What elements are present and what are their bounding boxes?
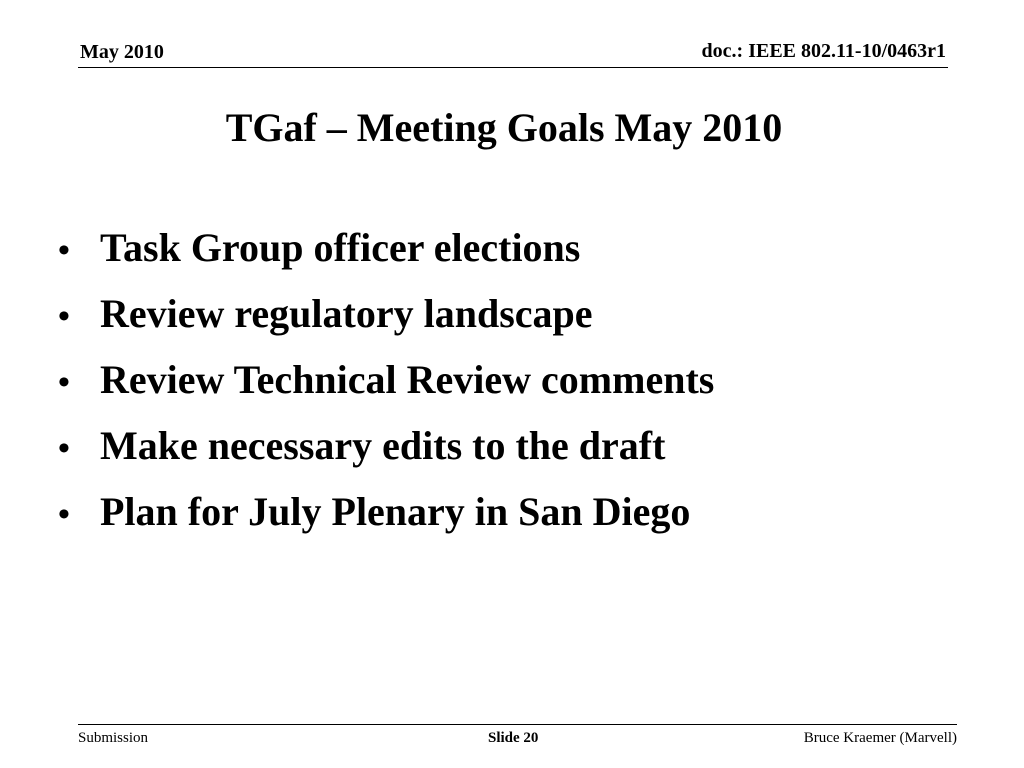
bullet-list [58,221,714,551]
footer-slide-number: Slide 20 [488,730,539,746]
slide-title: TGaf – Meeting Goals May 2010 [225,105,783,150]
bullet-text: Plan for July Plenary in San Diego [100,489,691,534]
bullet-text: Review Technical Review comments [100,357,715,402]
bullet-mark: • [58,232,70,269]
footer-submission: Submission [78,730,149,746]
bullet-mark: • [58,298,70,335]
bullet-item [58,287,714,353]
bullet-text: Make necessary edits to the draft [100,423,666,468]
bullet-mark: • [58,496,70,533]
bullet-item [58,221,714,287]
bullet-item [58,419,714,485]
footer-author: Bruce Kraemer (Marvell) [803,730,957,746]
bullet-item [58,353,714,419]
bullet-item [58,485,714,551]
header-date: May 2010 [80,41,164,63]
bullet-text: Task Group officer elections [100,225,581,270]
bullet-mark: • [58,430,70,467]
bullet-text: Review regulatory landscape [100,291,593,336]
header-doc-id: doc.: IEEE 802.11-10/0463r1 [701,40,946,62]
footer-rule [78,724,957,725]
header-rule [78,67,948,68]
bullet-mark: • [58,364,70,401]
